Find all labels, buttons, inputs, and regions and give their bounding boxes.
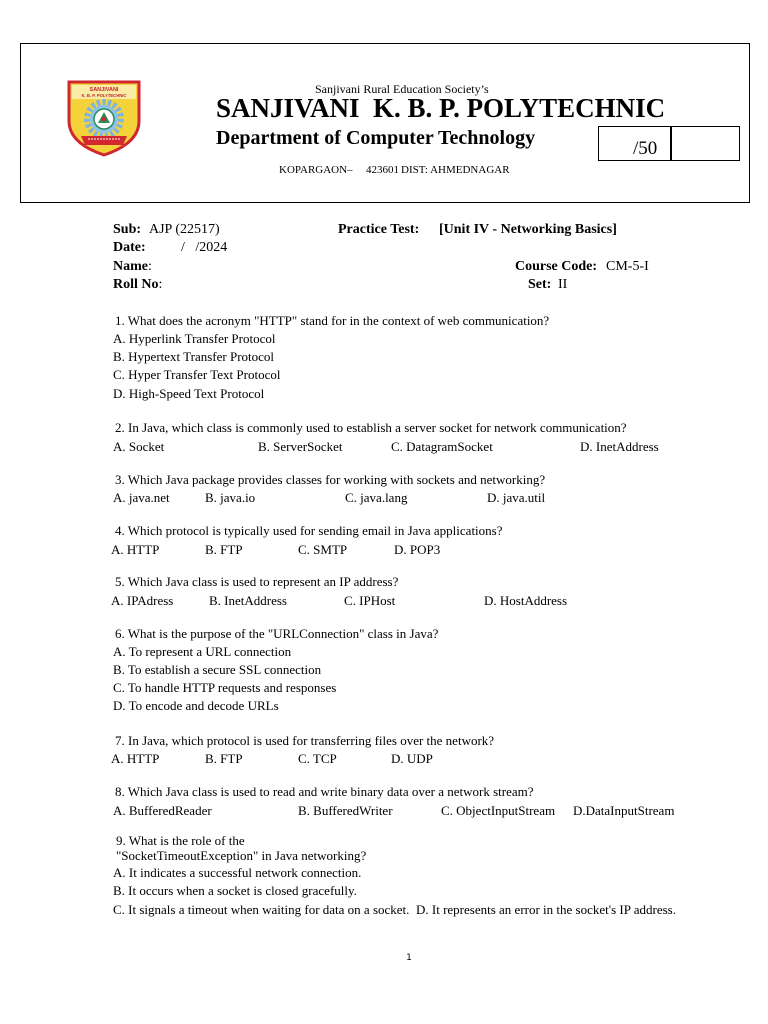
question-4-option-a: A. HTTP <box>111 542 160 557</box>
subject-value: AJP (22517) <box>149 222 220 237</box>
test-label: Practice Test: <box>338 222 420 237</box>
question-1-text: 1. What does the acronym "HTTP" stand for in the context of web communication? <box>115 313 550 328</box>
society-name: Sanjivani Rural Education Society’s <box>315 82 489 96</box>
name-label: Name <box>113 259 148 274</box>
question-9-text-line1: 9. What is the role of the <box>116 833 245 848</box>
question-8-option-d: D.DataInputStream <box>573 803 675 818</box>
question-5-option-d: D. HostAddress <box>484 593 568 608</box>
marks-divider <box>670 126 672 161</box>
question-9-option-b: B. It occurs when a socket is closed gracefully. <box>113 883 357 898</box>
question-2-option-c: C. DatagramSocket <box>391 439 493 454</box>
question-5-option-a: A. IPAdress <box>111 593 174 608</box>
course-code-value: CM-5-I <box>606 259 649 274</box>
question-8-text: 8. Which Java class is used to read and write binary data over a network stream? <box>115 784 534 799</box>
logo-ribbon <box>81 136 127 145</box>
question-8-option-a: A. BufferedReader <box>113 803 212 818</box>
question-3-option-a: A. java.net <box>113 490 170 505</box>
question-4-text: 4. Which protocol is typically used for sending email in Java applications? <box>115 523 503 538</box>
question-1-option-d: D. High-Speed Text Protocol <box>113 386 265 401</box>
roll-no-field <box>113 276 162 294</box>
set-label: Set: <box>528 277 552 292</box>
college-logo-icon <box>66 79 142 157</box>
question-7-option-c: C. TCP <box>298 751 337 766</box>
question-8-option-b: B. BufferedWriter <box>298 803 393 818</box>
question-7-text: 7. In Java, which protocol is used for transferring files over the network? <box>115 733 495 748</box>
question-3-option-d: D. java.util <box>487 490 546 505</box>
logo-line2: K. B. P. POLYTECHNIC <box>81 93 127 98</box>
question-5-text: 5. Which Java class is used to represent an IP address? <box>115 574 399 589</box>
date-label: Date: <box>113 240 146 255</box>
question-6-option-a: A. To represent a URL connection <box>113 644 292 659</box>
name-field <box>113 258 152 276</box>
page-number: 1 <box>406 953 412 963</box>
question-4-option-d: D. POP3 <box>394 542 441 557</box>
question-3-text: 3. Which Java package provides classes for working with sockets and networking? <box>115 472 546 487</box>
question-3-option-c: C. java.lang <box>345 490 408 505</box>
question-6-option-d: D. To encode and decode URLs <box>113 698 279 713</box>
question-5-option-b: B. InetAddress <box>209 593 287 608</box>
question-9-text-line2: "SocketTimeoutException" in Java networking? <box>116 848 367 863</box>
question-2-option-d: D. InetAddress <box>580 439 659 454</box>
question-2-option-a: A. Socket <box>113 439 165 454</box>
subject-label: Sub: <box>113 222 142 237</box>
question-2-text: 2. In Java, which class is commonly used to establish a server socket for network communication? <box>115 420 627 435</box>
marks-total: /50 <box>633 138 658 159</box>
question-5-option-c: C. IPHost <box>344 593 396 608</box>
roll-no-separator: : <box>158 277 163 292</box>
set-value: II <box>558 277 568 292</box>
question-4-option-c: C. SMTP <box>298 542 348 557</box>
address-district: DIST: AHMEDNAGAR <box>401 164 510 176</box>
question-4-option-b: B. FTP <box>205 542 243 557</box>
question-9-option-c: C. It signals a timeout when waiting for data on a socket. <box>113 902 410 917</box>
question-1-option-a: A. Hyperlink Transfer Protocol <box>113 331 276 346</box>
question-3-option-b: B. java.io <box>205 490 256 505</box>
logo-line1: SANJIVANI <box>89 87 119 93</box>
address-city: KOPARGAON– <box>279 164 353 176</box>
department-name: Department of Computer Technology <box>216 127 536 149</box>
question-2-option-b: B. ServerSocket <box>258 439 343 454</box>
question-1-option-b: B. Hypertext Transfer Protocol <box>113 349 275 364</box>
address-pin: 423601 <box>366 164 399 176</box>
question-8-option-c: C. ObjectInputStream <box>441 803 556 818</box>
question-7-option-b: B. FTP <box>205 751 243 766</box>
question-6-option-b: B. To establish a secure SSL connection <box>113 662 322 677</box>
question-6-text: 6. What is the purpose of the "URLConnection" class in Java? <box>115 626 439 641</box>
marks-box <box>598 126 740 161</box>
name-separator: : <box>148 259 152 274</box>
roll-no-label: Roll No <box>113 277 159 292</box>
date-value: / /2024 <box>181 240 228 255</box>
question-1-option-c: C. Hyper Transfer Text Protocol <box>113 367 281 382</box>
question-9-option-a: A. It indicates a successful network connection. <box>113 865 362 880</box>
question-6-option-c: C. To handle HTTP requests and responses <box>113 680 337 695</box>
college-name: SANJIVANI K. B. P. POLYTECHNIC <box>216 93 666 123</box>
question-7-option-a: A. HTTP <box>111 751 160 766</box>
course-code-label: Course Code: <box>515 259 598 274</box>
test-value: [Unit IV - Networking Basics] <box>439 222 617 237</box>
question-9-option-d: D. It represents an error in the socket's IP address. <box>416 902 676 917</box>
question-7-option-d: D. UDP <box>391 751 433 766</box>
